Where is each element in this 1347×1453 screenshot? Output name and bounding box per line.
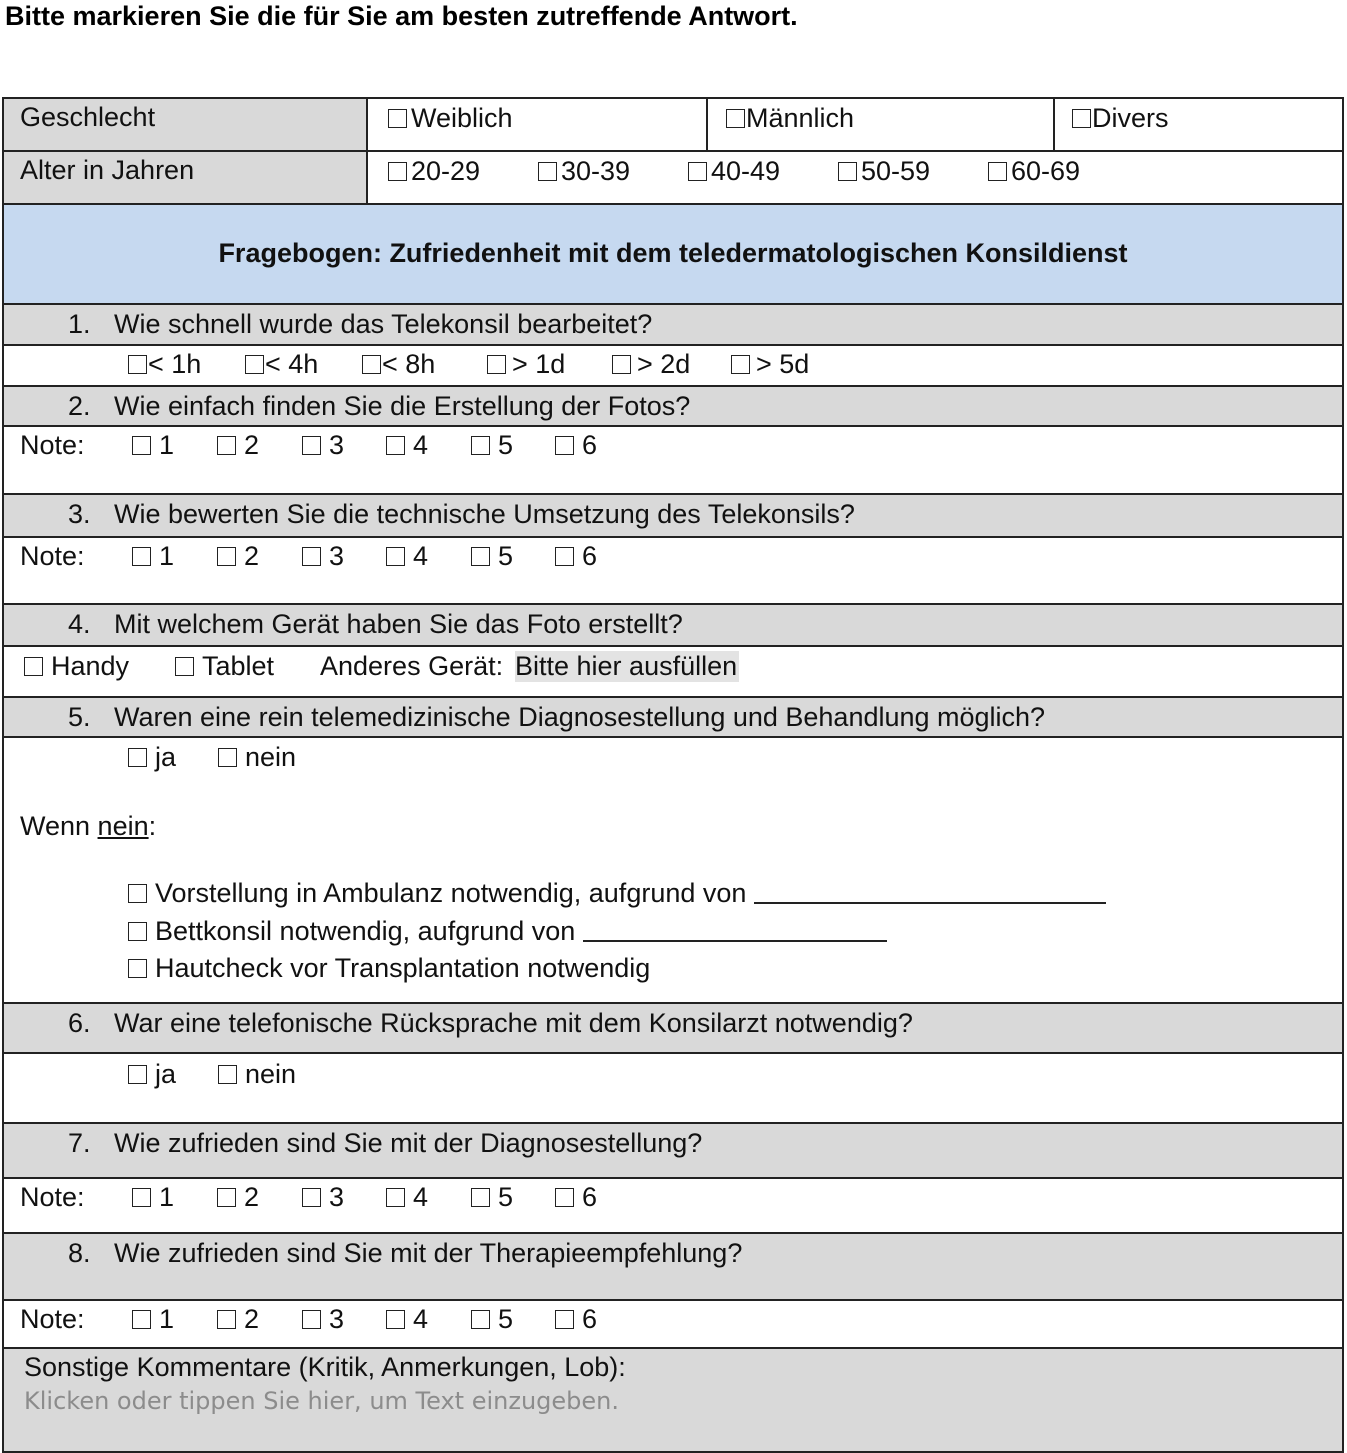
questionnaire-form — [2, 97, 1344, 1453]
other-device-label: Anderes Gerät: — [320, 651, 504, 681]
checkbox-icon[interactable] — [217, 1310, 236, 1329]
checkbox-icon[interactable] — [471, 1188, 490, 1207]
question-1-options — [4, 346, 1342, 387]
speed-option-2d[interactable]: > 2d — [612, 349, 690, 380]
followup-option-hautcheck[interactable]: Hautcheck vor Transplantation notwendig — [128, 953, 650, 984]
checkbox-icon[interactable] — [471, 1310, 490, 1329]
checkbox-icon[interactable] — [386, 547, 405, 566]
checkbox-icon[interactable] — [175, 657, 194, 676]
speed-option-5d[interactable]: > 5d — [731, 349, 809, 380]
grade-option-5[interactable]: 5 — [471, 541, 513, 572]
grade-option-5[interactable]: 5 — [471, 1182, 513, 1213]
question-6: 6. War eine telefonische Rücksprache mit dem Konsilarzt notwendig? — [4, 1004, 1342, 1054]
instruction-heading: Bitte markieren Sie die für Sie am besten zutreffende Antwort. — [5, 1, 798, 31]
grade-option-3[interactable]: 3 — [302, 1182, 344, 1213]
age-option-30-39[interactable]: 30-39 — [538, 156, 630, 187]
question-3: 3. Wie bewerten Sie die technische Umsetzung des Telekonsils? — [4, 495, 1342, 538]
checkbox-icon[interactable] — [612, 355, 631, 374]
question-1: 1. Wie schnell wurde das Telekonsil bearbeitet? — [4, 305, 1342, 346]
comments-input[interactable]: Klicken oder tippen Sie hier, um Text einzugeben. — [24, 1387, 619, 1415]
question-6-options — [4, 1054, 1342, 1124]
grade-option-1[interactable]: 1 — [132, 430, 174, 461]
grade-option-3[interactable]: 3 — [302, 430, 344, 461]
grade-option-1[interactable]: 1 — [132, 1182, 174, 1213]
checkbox-icon[interactable] — [24, 657, 43, 676]
checkbox-icon[interactable] — [988, 162, 1007, 181]
grade-option-6[interactable]: 6 — [555, 1182, 597, 1213]
checkbox-icon[interactable] — [838, 162, 857, 181]
grade-option-2[interactable]: 2 — [217, 1304, 259, 1335]
followup-option-bettkonsil[interactable]: Bettkonsil notwendig, aufgrund von — [128, 916, 887, 947]
gender-option-maennlich[interactable]: Männlich — [726, 103, 854, 134]
grade-option-4[interactable]: 4 — [386, 541, 428, 572]
gender-row — [4, 99, 1342, 152]
grade-option-2[interactable]: 2 — [217, 1182, 259, 1213]
grade-option-4[interactable]: 4 — [386, 1304, 428, 1335]
checkbox-icon[interactable] — [302, 547, 321, 566]
reason-blank-ambulanz[interactable] — [754, 878, 1106, 904]
grade-option-4[interactable]: 4 — [386, 430, 428, 461]
question-8-grades — [4, 1301, 1342, 1349]
form-title-row — [4, 205, 1342, 305]
note-label: Note: — [20, 1182, 85, 1212]
speed-option-1d[interactable]: > 1d — [487, 349, 565, 380]
checkbox-icon[interactable] — [386, 436, 405, 455]
followup-label: Wenn nein: — [20, 811, 157, 841]
checkbox-icon[interactable] — [731, 355, 750, 374]
grade-option-3[interactable]: 3 — [302, 541, 344, 572]
note-label: Note: — [20, 430, 85, 460]
grade-option-2[interactable]: 2 — [217, 430, 259, 461]
question-7-grades — [4, 1179, 1342, 1234]
age-label: Alter in Jahren — [4, 152, 368, 203]
question-8: 8. Wie zufrieden sind Sie mit der Therapieempfehlung? — [4, 1234, 1342, 1301]
option-ja[interactable]: ja — [128, 1059, 176, 1090]
checkbox-icon[interactable] — [217, 1188, 236, 1207]
checkbox-icon[interactable] — [302, 1188, 321, 1207]
checkbox-icon[interactable] — [555, 1188, 574, 1207]
speed-option-4h[interactable]: < 4h — [245, 349, 318, 380]
checkbox-icon[interactable] — [218, 1065, 237, 1084]
checkbox-icon[interactable] — [388, 162, 407, 181]
form-title: Fragebogen: Zufriedenheit mit dem teledermatologischen Konsildienst — [218, 238, 1128, 268]
age-option-50-59[interactable]: 50-59 — [838, 156, 930, 187]
grade-option-1[interactable]: 1 — [132, 541, 174, 572]
checkbox-icon[interactable] — [132, 1310, 151, 1329]
divider — [1053, 99, 1055, 150]
age-option-60-69[interactable]: 60-69 — [988, 156, 1080, 187]
other-device-input[interactable]: Bitte hier ausfüllen — [515, 651, 738, 681]
checkbox-icon[interactable] — [128, 922, 147, 941]
gender-option-weiblich[interactable]: Weiblich — [388, 103, 513, 134]
note-label: Note: — [20, 1304, 85, 1334]
reason-blank-bettkonsil[interactable] — [583, 916, 887, 942]
device-option-handy[interactable]: Handy — [24, 651, 129, 682]
grade-option-3[interactable]: 3 — [302, 1304, 344, 1335]
checkbox-icon[interactable] — [688, 162, 707, 181]
speed-option-8h[interactable]: < 8h — [362, 349, 435, 380]
checkbox-icon[interactable] — [386, 1310, 405, 1329]
checkbox-icon[interactable] — [128, 748, 147, 767]
option-nein[interactable]: nein — [218, 1059, 296, 1090]
checkbox-icon[interactable] — [302, 436, 321, 455]
grade-option-6[interactable]: 6 — [555, 430, 597, 461]
checkbox-icon[interactable] — [132, 1188, 151, 1207]
grade-option-4[interactable]: 4 — [386, 1182, 428, 1213]
age-option-40-49[interactable]: 40-49 — [688, 156, 780, 187]
checkbox-icon[interactable] — [218, 748, 237, 767]
checkbox-icon[interactable] — [487, 355, 506, 374]
option-ja[interactable]: ja — [128, 742, 176, 773]
question-4-options — [4, 647, 1342, 698]
device-option-tablet[interactable]: Tablet — [175, 651, 274, 682]
question-4: 4. Mit welchem Gerät haben Sie das Foto erstellt? — [4, 605, 1342, 647]
checkbox-icon[interactable] — [132, 547, 151, 566]
checkbox-icon[interactable] — [217, 547, 236, 566]
checkbox-icon[interactable] — [128, 884, 147, 903]
checkbox-icon[interactable] — [471, 547, 490, 566]
checkbox-icon[interactable] — [555, 547, 574, 566]
checkbox-icon[interactable] — [362, 355, 381, 374]
question-3-grades — [4, 538, 1342, 605]
checkbox-icon[interactable] — [128, 959, 147, 978]
divider — [706, 99, 708, 150]
grade-option-5[interactable]: 5 — [471, 1304, 513, 1335]
checkbox-icon[interactable] — [1072, 109, 1091, 128]
question-5: 5. Waren eine rein telemedizinische Diagnosestellung und Behandlung möglich? — [4, 698, 1342, 738]
checkbox-icon[interactable] — [128, 1065, 147, 1084]
checkbox-icon[interactable] — [245, 355, 264, 374]
question-2-grades — [4, 427, 1342, 495]
grade-option-6[interactable]: 6 — [555, 1304, 597, 1335]
grade-option-6[interactable]: 6 — [555, 541, 597, 572]
grade-option-1[interactable]: 1 — [132, 1304, 174, 1335]
checkbox-icon[interactable] — [386, 1188, 405, 1207]
checkbox-icon[interactable] — [726, 109, 745, 128]
checkbox-icon[interactable] — [217, 436, 236, 455]
gender-option-divers[interactable]: Divers — [1072, 103, 1169, 134]
speed-option-1h[interactable]: < 1h — [128, 349, 201, 380]
grade-option-2[interactable]: 2 — [217, 541, 259, 572]
gender-label: Geschlecht — [4, 99, 368, 150]
question-2: 2. Wie einfach finden Sie die Erstellung der Fotos? — [4, 387, 1342, 427]
checkbox-icon[interactable] — [471, 436, 490, 455]
checkbox-icon[interactable] — [132, 436, 151, 455]
comments-label: Sonstige Kommentare (Kritik, Anmerkungen, Lob): — [24, 1352, 626, 1382]
age-option-20-29[interactable]: 20-29 — [388, 156, 480, 187]
comments-section — [4, 1349, 1342, 1451]
checkbox-icon[interactable] — [555, 1310, 574, 1329]
grade-option-5[interactable]: 5 — [471, 430, 513, 461]
checkbox-icon[interactable] — [128, 355, 147, 374]
question-5-options — [4, 738, 1342, 1004]
question-7: 7. Wie zufrieden sind Sie mit der Diagnosestellung? — [4, 1124, 1342, 1179]
checkbox-icon[interactable] — [388, 109, 407, 128]
option-nein[interactable]: nein — [218, 742, 296, 773]
checkbox-icon[interactable] — [302, 1310, 321, 1329]
checkbox-icon[interactable] — [555, 436, 574, 455]
note-label: Note: — [20, 541, 85, 571]
age-row — [4, 152, 1342, 205]
followup-option-ambulanz[interactable]: Vorstellung in Ambulanz notwendig, aufgrund von — [128, 878, 1106, 909]
checkbox-icon[interactable] — [538, 162, 557, 181]
